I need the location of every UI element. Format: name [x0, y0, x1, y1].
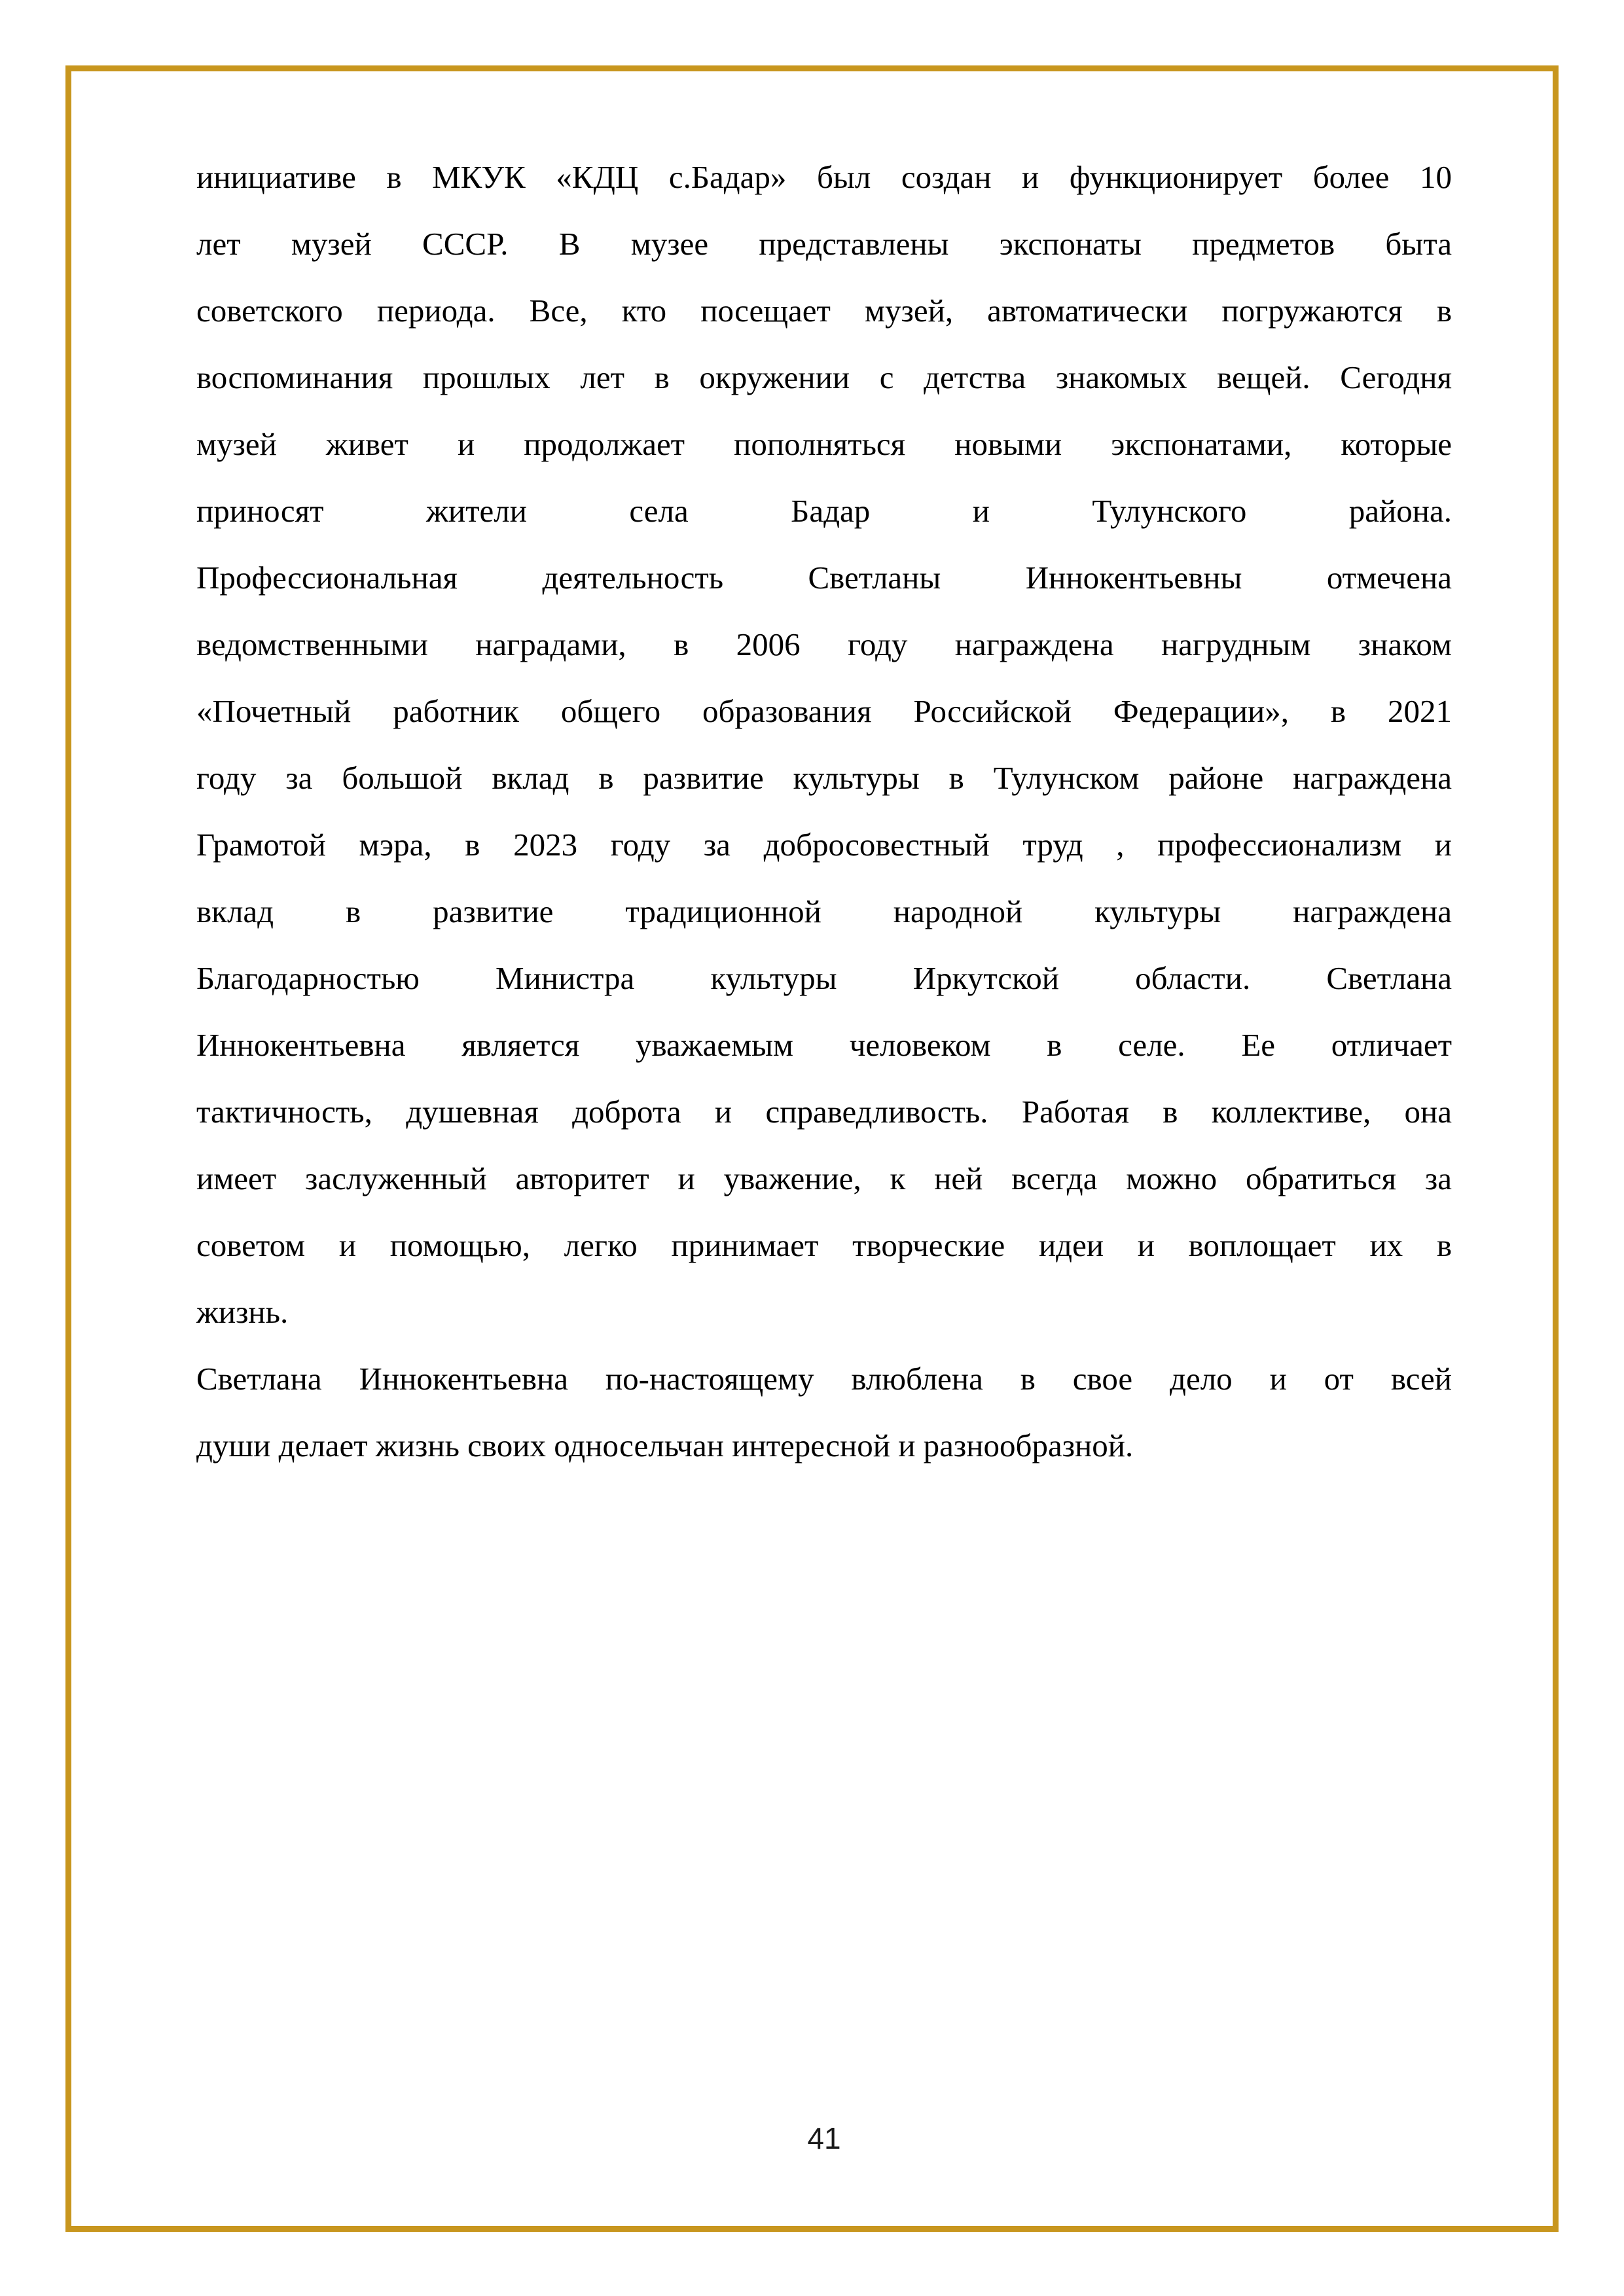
page-number: 41: [807, 2121, 841, 2155]
text-line: приносят жители села Бадар и Тулунского района.: [196, 493, 1452, 529]
text-line: тактичность, душевная доброта и справедливость. Работая в коллективе, она: [196, 1094, 1452, 1130]
text-line: Грамотой мэра, в 2023 году за добросовестный труд , профессионализм и: [196, 827, 1452, 863]
text-line: Благодарностью Министра культуры Иркутской области. Светлана: [196, 960, 1452, 996]
text-line: воспоминания прошлых лет в окружении с детства знакомых вещей. Сегодня: [196, 359, 1452, 395]
text-line: году за большой вклад в развитие культуры в Тулунском районе награждена: [196, 760, 1452, 796]
text-line: Профессиональная деятельность Светланы Иннокентьевны отмечена: [196, 560, 1452, 596]
text-line: имеет заслуженный авторитет и уважение, к ней всегда можно обратиться за: [196, 1160, 1452, 1196]
text-line: советского периода. Все, кто посещает музей, автоматически погружаются в: [196, 293, 1452, 329]
text-line: вклад в развитие традиционной народной культуры награждена: [196, 893, 1452, 929]
text-line: музей живет и продолжает пополняться новыми экспонатами, которые: [196, 426, 1452, 462]
text-line: лет музей СССР. В музее представлены экспонаты предметов быта: [196, 226, 1452, 262]
text-line: Иннокентьевна является уважаемым человеком в селе. Ее отличает: [196, 1027, 1452, 1063]
text-line: жизнь.: [196, 1294, 289, 1330]
text-line: ведомственными наградами, в 2006 году награждена нагрудным знаком: [196, 626, 1452, 662]
text-line: инициативе в МКУК «КДЦ с.Бадар» был создан и функционирует более 10: [196, 159, 1452, 195]
body-text: [196, 144, 1452, 1479]
text-line: души делает жизнь своих односельчан интересной и разнообразной.: [196, 1427, 1134, 1463]
text-line: Светлана Иннокентьевна по-настоящему влюблена в свое дело и от всей: [196, 1361, 1452, 1397]
text-line: советом и помощью, легко принимает творческие идеи и воплощает их в: [196, 1227, 1452, 1263]
text-line: «Почетный работник общего образования Российской Федерации», в 2021: [196, 693, 1452, 729]
